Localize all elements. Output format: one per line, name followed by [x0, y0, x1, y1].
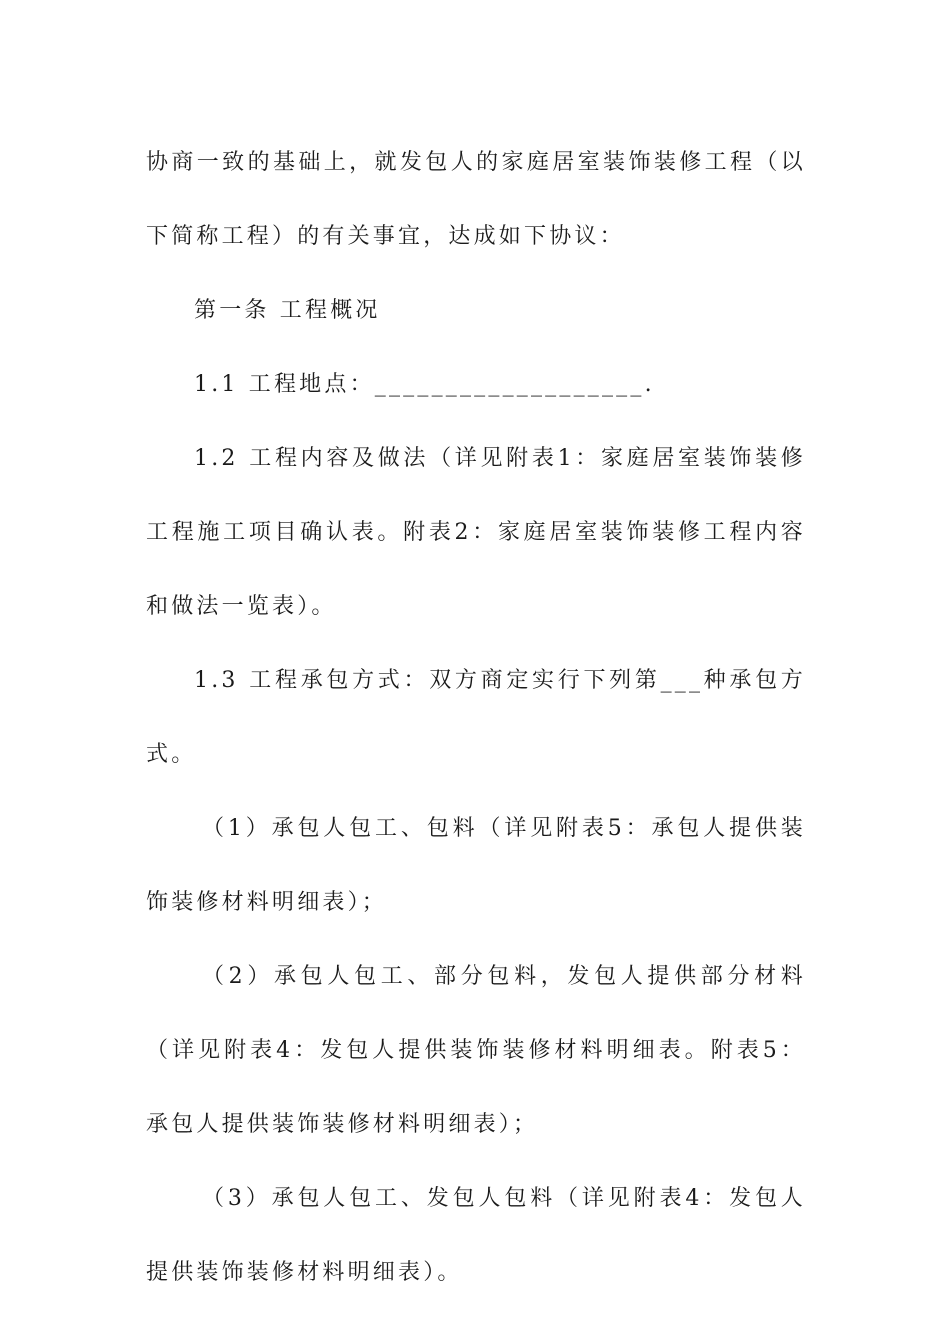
option-3-owner-materials: （3）承包人包工、发包人包料（详见附表4：发包人提供装饰装修材料明细表）。 — [146, 1186, 806, 1285]
paragraph-intro-continuation: 协商一致的基础上，就发包人的家庭居室装饰装修工程（以下简称工程）的有关事宜，达成如下协议： — [146, 150, 806, 249]
clause-1-3-contract-method: 1.3 工程承包方式：双方商定实行下列第___种承包方式。 — [146, 668, 806, 767]
document-body — [146, 126, 806, 1310]
article-1-heading: 第一条 工程概况 — [194, 298, 381, 323]
clause-1-2-content: 1.2 工程内容及做法（详见附表1：家庭居室装饰装修工程施工项目确认表。附表2：家庭居室装饰装修工程内容和做法一览表）。 — [146, 446, 806, 619]
option-2-partial-materials: （2）承包人包工、部分包料，发包人提供部分材料（详见附表4：发包人提供装饰装修材料明细表。附表5：承包人提供装饰装修材料明细表）； — [146, 964, 806, 1137]
option-1-full-contract: （1）承包人包工、包料（详见附表5：承包人提供装饰装修材料明细表）； — [146, 816, 806, 915]
clause-1-1-location: 1.1 工程地点：___________________. — [194, 372, 655, 397]
